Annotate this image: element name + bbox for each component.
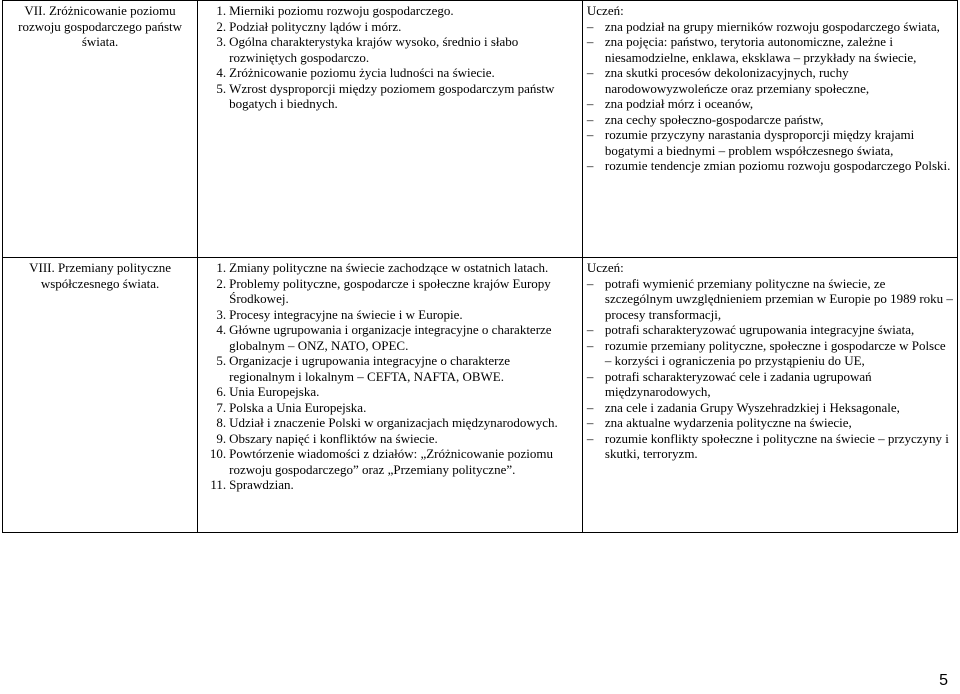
topic-text: Obszary napięć i konfliktów na świecie. bbox=[229, 430, 438, 446]
topic-item bbox=[202, 307, 578, 323]
skill-item bbox=[587, 400, 953, 416]
topic-number: 10. bbox=[209, 446, 227, 461]
skill-text: rozumie tendencje zmian poziomu rozwoju gospodarczego Polski. bbox=[604, 158, 951, 173]
skill-item bbox=[587, 34, 953, 65]
topic-text: Udział i znaczenie Polski w organizacjach międzynarodowych. bbox=[229, 415, 558, 430]
skill-item bbox=[587, 338, 953, 369]
dash-bullet-icon: – bbox=[586, 415, 594, 430]
topic-text: Sprawdzian. bbox=[229, 477, 294, 492]
skill-item bbox=[587, 96, 953, 112]
skill-item bbox=[587, 431, 953, 462]
skill-item bbox=[587, 19, 953, 35]
skill-text: zna pojęcia: państwo, terytoria autonomiczne, zależne i niesamodzielne, enklawa, eksklawa – przykłady na świecie, bbox=[604, 34, 917, 65]
topic-item bbox=[202, 81, 578, 112]
skills-header: Uczeń: bbox=[586, 3, 624, 18]
dash-bullet-icon: – bbox=[586, 275, 594, 291]
section-title: VII. Zróżnicowanie poziomu rozwoju gospodarczego państw świata. bbox=[3, 1, 198, 258]
table-row bbox=[3, 1, 958, 258]
topic-number: 7. bbox=[216, 399, 227, 415]
topic-text: Zmiany polityczne na świecie zachodzące w ostatnich latach. bbox=[229, 260, 549, 275]
curriculum-table-body bbox=[3, 1, 958, 533]
topic-number: 4. bbox=[216, 65, 227, 80]
topic-text: Zróżnicowanie poziomu życia ludności na świecie. bbox=[229, 65, 495, 80]
skill-text: potrafi wymienić przemiany polityczne na świecie, ze szczególnym uwzględnieniem przemian w Europie po 1989 roku – procesy transformacji, bbox=[604, 275, 953, 322]
topic-text: Podział polityczny lądów i mórz. bbox=[229, 18, 402, 34]
skills-cell bbox=[582, 1, 957, 258]
topic-number: 2. bbox=[216, 275, 227, 291]
dash-bullet-icon: – bbox=[586, 322, 594, 337]
topics-cell bbox=[198, 258, 583, 533]
section-title: VIII. Przemiany polityczne współczesnego świata. bbox=[3, 258, 198, 533]
topic-number: 5. bbox=[216, 353, 227, 368]
topic-item bbox=[202, 34, 578, 65]
topic-item bbox=[202, 384, 578, 400]
skill-item bbox=[587, 158, 953, 174]
topic-number: 5. bbox=[216, 80, 227, 96]
dash-bullet-icon: – bbox=[586, 430, 594, 446]
topic-text: Organizacje i ugrupowania integracyjne o charakterze regionalnym i lokalnym – CEFTA, NAFTA, OBWE. bbox=[229, 353, 511, 384]
topic-number: 1. bbox=[216, 260, 227, 275]
dash-bullet-icon: – bbox=[586, 18, 594, 34]
skill-text: zna skutki procesów dekolonizacyjnych, ruchy narodowowyzwoleńcze oraz przemiany społeczne, bbox=[604, 65, 870, 96]
topic-text: Mierniki poziomu rozwoju gospodarczego. bbox=[229, 3, 454, 18]
skills-list bbox=[587, 19, 953, 174]
skills-header: Uczeń: bbox=[586, 260, 624, 275]
skill-text: zna cele i zadania Grupy Wyszehradzkiej i Heksagonale, bbox=[604, 399, 900, 415]
dash-bullet-icon: – bbox=[586, 368, 594, 384]
topic-number: 1. bbox=[216, 3, 227, 18]
skill-text: potrafi scharakteryzować ugrupowania integracyjne świata, bbox=[604, 322, 915, 337]
topics-cell bbox=[198, 1, 583, 258]
skills-list bbox=[587, 276, 953, 462]
topic-text: Ogólna charakterystyka krajów wysoko, średnio i słabo rozwiniętych gospodarczo. bbox=[229, 34, 519, 65]
topic-number: 9. bbox=[216, 430, 227, 446]
dash-bullet-icon: – bbox=[586, 158, 594, 173]
skills-cell bbox=[582, 258, 957, 533]
topic-item bbox=[202, 353, 578, 384]
topic-text: Procesy integracyjne na świecie i w Europie. bbox=[229, 306, 463, 322]
topic-number: 2. bbox=[216, 18, 227, 34]
topic-number: 4. bbox=[216, 322, 227, 337]
skill-text: zna aktualne wydarzenia polityczne na świecie, bbox=[604, 415, 852, 430]
dash-bullet-icon: – bbox=[586, 65, 594, 80]
topic-item bbox=[202, 65, 578, 81]
skill-text: rozumie przyczyny narastania dysproporcji między krajami bogatymi a biednymi – problem współczesnego świata, bbox=[604, 127, 915, 158]
topic-number: 3. bbox=[216, 34, 227, 49]
skill-item bbox=[587, 322, 953, 338]
topic-text: Główne ugrupowania i organizacje integracyjne o charakterze globalnym – ONZ, NATO, OPEC. bbox=[229, 322, 552, 353]
topic-item bbox=[202, 446, 578, 477]
topic-item bbox=[202, 400, 578, 416]
skill-item bbox=[587, 127, 953, 158]
topic-text: Problemy polityczne, gospodarcze i społeczne krajów Europy Środkowej. bbox=[229, 275, 551, 306]
skill-text: potrafi scharakteryzować cele i zadania ugrupowań międzynarodowych, bbox=[604, 368, 872, 399]
skill-item bbox=[587, 65, 953, 96]
topic-number: 11. bbox=[210, 477, 227, 492]
skill-item bbox=[587, 369, 953, 400]
topic-item bbox=[202, 260, 578, 276]
page-number: 5 bbox=[939, 672, 948, 689]
topic-item bbox=[202, 19, 578, 35]
topic-text: Polska a Unia Europejska. bbox=[229, 399, 367, 415]
dash-bullet-icon: – bbox=[586, 399, 594, 415]
topic-number: 6. bbox=[216, 384, 227, 399]
dash-bullet-icon: – bbox=[586, 127, 594, 142]
curriculum-table bbox=[2, 0, 958, 533]
skill-item bbox=[587, 415, 953, 431]
dash-bullet-icon: – bbox=[586, 96, 594, 111]
dash-bullet-icon: – bbox=[586, 111, 594, 127]
skill-text: rozumie przemiany polityczne, społeczne i gospodarcze w Polsce – korzyści i ograniczenia po przystąpieniu do UE, bbox=[604, 337, 946, 368]
table-row bbox=[3, 258, 958, 533]
topic-item bbox=[202, 3, 578, 19]
topic-item bbox=[202, 276, 578, 307]
topic-number: 3. bbox=[216, 306, 227, 322]
topic-text: Unia Europejska. bbox=[229, 384, 320, 399]
topic-item bbox=[202, 322, 578, 353]
skill-item bbox=[587, 276, 953, 323]
topics-list bbox=[202, 260, 578, 493]
topic-item bbox=[202, 477, 578, 493]
topic-text: Wzrost dysproporcji między poziomem gospodarczym państw bogatych i biednych. bbox=[229, 80, 555, 111]
topic-number: 8. bbox=[216, 415, 227, 430]
skill-text: rozumie konflikty społeczne i polityczne na świecie – przyczyny i skutki, terroryzm. bbox=[604, 430, 949, 461]
dash-bullet-icon: – bbox=[586, 337, 594, 353]
skill-text: zna podział na grupy mierników rozwoju gospodarczego świata, bbox=[604, 18, 940, 34]
topic-text: Powtórzenie wiadomości z działów: „Zróżnicowanie poziomu rozwoju gospodarczego” oraz „Przemiany polityczne”. bbox=[229, 446, 553, 477]
skill-text: zna podział mórz i oceanów, bbox=[604, 96, 754, 111]
dash-bullet-icon: – bbox=[586, 34, 594, 49]
skill-item bbox=[587, 112, 953, 128]
topics-list bbox=[202, 3, 578, 112]
topic-item bbox=[202, 431, 578, 447]
topic-item bbox=[202, 415, 578, 431]
skill-text: zna cechy społeczno-gospodarcze państw, bbox=[604, 111, 824, 127]
